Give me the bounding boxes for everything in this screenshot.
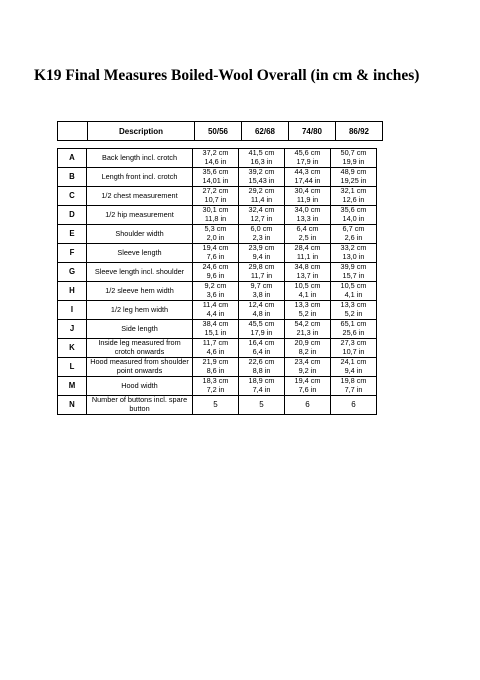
- measure-cell: [331, 282, 377, 301]
- value-inches: 15,1 in: [204, 328, 227, 337]
- page-title: K19 Final Measures Boiled-Wool Overall (in cm & inches): [34, 67, 420, 84]
- value-primary: 27,2 cm: [202, 186, 229, 196]
- value-primary: 39,9 cm: [340, 262, 367, 272]
- value-primary: 54,2 cm: [294, 319, 321, 329]
- value-inches: 19,9 in: [342, 157, 365, 166]
- measure-cell: [331, 377, 377, 396]
- measure-cell: [193, 282, 239, 301]
- table-row: [58, 263, 377, 282]
- row-description: Shoulder width: [87, 225, 193, 244]
- measure-cell: [285, 244, 331, 263]
- value-inches: 17,9 in: [250, 328, 273, 337]
- measure-cell: [285, 149, 331, 168]
- measure-cell: [331, 149, 377, 168]
- value-inches: 4,8 in: [252, 309, 271, 318]
- row-description: 1/2 leg hem width: [87, 301, 193, 320]
- measure-cell: [193, 263, 239, 282]
- value-primary: 48,9 cm: [340, 167, 367, 177]
- value-primary: 20,9 cm: [294, 338, 321, 348]
- value-primary: 11,7 cm: [202, 338, 229, 348]
- row-letter: E: [58, 225, 87, 244]
- measure-cell: [193, 168, 239, 187]
- value-inches: 4,1 in: [298, 290, 317, 299]
- header-description: Description: [88, 122, 195, 141]
- measure-cell: [239, 396, 285, 415]
- value-inches: 11,7 in: [250, 271, 273, 280]
- value-primary: 19,8 cm: [340, 376, 367, 386]
- measure-cell: [239, 358, 285, 377]
- measure-cell: [239, 206, 285, 225]
- value-inches: 4,4 in: [206, 309, 225, 318]
- value-inches: 11,1 in: [296, 252, 319, 261]
- measure-cell: [239, 320, 285, 339]
- value-primary: 10,5 cm: [294, 281, 321, 291]
- measure-cell: [331, 206, 377, 225]
- value-primary: 6,0 cm: [250, 224, 273, 234]
- value-inches: 9,4 in: [344, 366, 363, 375]
- measure-cell: [239, 187, 285, 206]
- value-primary: 5,3 cm: [204, 224, 227, 234]
- row-description: 1/2 sleeve hem width: [87, 282, 193, 301]
- value-inches: 14,6 in: [204, 157, 227, 166]
- row-letter: H: [58, 282, 87, 301]
- header-letter-cell: [58, 122, 88, 141]
- measure-cell: [239, 244, 285, 263]
- value-inches: 7,7 in: [344, 385, 363, 394]
- value-inches: 8,6 in: [206, 366, 225, 375]
- value-inches: 2,3 in: [252, 233, 271, 242]
- value-primary: 50,7 cm: [340, 148, 367, 158]
- value-inches: 8,2 in: [298, 347, 317, 356]
- row-letter: C: [58, 187, 87, 206]
- value-primary: 32,4 cm: [248, 205, 275, 215]
- measure-cell: [285, 225, 331, 244]
- measure-cell: [285, 263, 331, 282]
- table-row: [58, 206, 377, 225]
- measure-cell: [331, 263, 377, 282]
- value-inches: 10,7 in: [342, 347, 365, 356]
- value-primary: 27,3 cm: [340, 338, 367, 348]
- row-description: Length front incl. crotch: [87, 168, 193, 187]
- measure-cell: [193, 358, 239, 377]
- header-size-1: 50/56: [195, 122, 242, 141]
- measure-cell: [331, 320, 377, 339]
- value-primary: 29,2 cm: [248, 186, 275, 196]
- value-primary: 37,2 cm: [202, 148, 229, 158]
- measure-cell: [193, 301, 239, 320]
- value-inches: 7,2 in: [206, 385, 225, 394]
- value-inches: 3,8 in: [252, 290, 271, 299]
- measure-cell: [239, 377, 285, 396]
- row-description: Inside leg measured from crotch onwards: [87, 339, 193, 358]
- value-inches: 14,0 in: [342, 214, 365, 223]
- value-inches: 13,7 in: [296, 271, 319, 280]
- value-inches: 4,6 in: [206, 347, 225, 356]
- value-inches: 2,6 in: [344, 233, 363, 242]
- value-primary: 39,2 cm: [248, 167, 275, 177]
- table-row: [58, 225, 377, 244]
- measure-cell: [285, 358, 331, 377]
- value-inches: 7,6 in: [206, 252, 225, 261]
- measure-cell: [239, 168, 285, 187]
- value-primary: 38,4 cm: [202, 319, 229, 329]
- row-description: 1/2 chest measurement: [87, 187, 193, 206]
- value-inches: 6,4 in: [252, 347, 271, 356]
- row-description: Side length: [87, 320, 193, 339]
- measure-cell: [193, 225, 239, 244]
- value-primary: 28,4 cm: [294, 243, 321, 253]
- value-inches: 13,3 in: [296, 214, 319, 223]
- measures-table: [57, 148, 377, 415]
- value-primary: 24,1 cm: [340, 357, 367, 367]
- measure-cell: [193, 320, 239, 339]
- value-primary: 32,1 cm: [340, 186, 367, 196]
- header-size-2: 62/68: [242, 122, 289, 141]
- value-primary: 33,2 cm: [340, 243, 367, 253]
- value-inches: 5,2 in: [298, 309, 317, 318]
- value-primary: 16,4 cm: [248, 338, 275, 348]
- table-row: [58, 396, 377, 415]
- measure-cell: [239, 149, 285, 168]
- value-primary: 65,1 cm: [340, 319, 367, 329]
- row-letter: M: [58, 377, 87, 396]
- value-primary: 35,6 cm: [340, 205, 367, 215]
- measure-cell: [193, 396, 239, 415]
- value-primary: 44,3 cm: [294, 167, 321, 177]
- value-primary: 41,5 cm: [248, 148, 275, 158]
- value-inches: 2,0 in: [206, 233, 225, 242]
- measure-cell: [285, 320, 331, 339]
- row-letter: J: [58, 320, 87, 339]
- measure-cell: [331, 244, 377, 263]
- value-primary: 18,3 cm: [202, 376, 229, 386]
- measure-cell: [239, 282, 285, 301]
- table-row: [58, 149, 377, 168]
- value-primary: 6,4 cm: [296, 224, 319, 234]
- value-inches: 21,3 in: [296, 328, 319, 337]
- value-inches: 2,5 in: [298, 233, 317, 242]
- row-description: Sleeve length: [87, 244, 193, 263]
- measure-cell: [239, 225, 285, 244]
- measure-cell: [331, 339, 377, 358]
- measure-cell: [193, 206, 239, 225]
- value-primary: 5: [259, 399, 264, 409]
- value-primary: 6: [351, 399, 356, 409]
- row-letter: I: [58, 301, 87, 320]
- header-table: [57, 121, 383, 141]
- value-primary: 24,6 cm: [202, 262, 229, 272]
- value-primary: 13,3 cm: [340, 300, 367, 310]
- value-inches: 4,1 in: [344, 290, 363, 299]
- value-primary: 11,4 cm: [202, 300, 229, 310]
- table-row: [58, 187, 377, 206]
- table-row: [58, 320, 377, 339]
- table-row: [58, 244, 377, 263]
- value-inches: 17,9 in: [296, 157, 319, 166]
- value-primary: 23,9 cm: [248, 243, 275, 253]
- value-inches: 16,3 in: [250, 157, 273, 166]
- row-description: Hood measured from shoulder point onwards: [87, 358, 193, 377]
- value-primary: 9,7 cm: [250, 281, 273, 291]
- row-letter: F: [58, 244, 87, 263]
- value-inches: 10,7 in: [204, 195, 227, 204]
- row-letter: K: [58, 339, 87, 358]
- row-description: 1/2 hip measurement: [87, 206, 193, 225]
- value-primary: 21,9 cm: [202, 357, 229, 367]
- value-inches: 9,6 in: [206, 271, 225, 280]
- value-primary: 19,4 cm: [202, 243, 229, 253]
- row-description: Back length incl. crotch: [87, 149, 193, 168]
- measure-cell: [239, 339, 285, 358]
- header-size-4: 86/92: [336, 122, 383, 141]
- row-letter: G: [58, 263, 87, 282]
- measure-cell: [193, 149, 239, 168]
- measure-cell: [331, 187, 377, 206]
- value-primary: 9,2 cm: [204, 281, 227, 291]
- measure-cell: [285, 396, 331, 415]
- value-inches: 19,25 in: [340, 176, 367, 185]
- value-primary: 6: [305, 399, 310, 409]
- table-row: [58, 358, 377, 377]
- row-description: Hood width: [87, 377, 193, 396]
- value-primary: 30,4 cm: [294, 186, 321, 196]
- value-inches: 9,2 in: [298, 366, 317, 375]
- value-primary: 18,9 cm: [248, 376, 275, 386]
- value-inches: 12,6 in: [342, 195, 365, 204]
- value-primary: 30,1 cm: [202, 205, 229, 215]
- value-primary: 19,4 cm: [294, 376, 321, 386]
- header-size-3: 74/80: [289, 122, 336, 141]
- measure-cell: [285, 282, 331, 301]
- value-primary: 6,7 cm: [342, 224, 365, 234]
- value-primary: 22,6 cm: [248, 357, 275, 367]
- value-primary: 5: [213, 399, 218, 409]
- value-primary: 12,4 cm: [248, 300, 275, 310]
- value-inches: 14,01 in: [202, 176, 229, 185]
- measure-cell: [331, 358, 377, 377]
- measure-cell: [331, 168, 377, 187]
- value-inches: 15,7 in: [342, 271, 365, 280]
- value-inches: 5,2 in: [344, 309, 363, 318]
- value-inches: 25,6 in: [342, 328, 365, 337]
- value-inches: 11,4 in: [250, 195, 273, 204]
- value-inches: 11,9 in: [296, 195, 319, 204]
- value-inches: 17,44 in: [294, 176, 321, 185]
- value-inches: 11,8 in: [204, 214, 227, 223]
- value-primary: 23,4 cm: [294, 357, 321, 367]
- table-row: [58, 168, 377, 187]
- value-inches: 3,6 in: [206, 290, 225, 299]
- row-description: Number of buttons incl. spare button: [87, 396, 193, 415]
- value-inches: 8,8 in: [252, 366, 271, 375]
- measure-cell: [193, 244, 239, 263]
- table-row: [58, 301, 377, 320]
- measure-cell: [239, 263, 285, 282]
- measure-cell: [285, 168, 331, 187]
- table-row: [58, 377, 377, 396]
- table-row: [58, 339, 377, 358]
- measure-cell: [285, 187, 331, 206]
- value-primary: 29,8 cm: [248, 262, 275, 272]
- table-row: [58, 282, 377, 301]
- value-inches: 12,7 in: [250, 214, 273, 223]
- row-letter: D: [58, 206, 87, 225]
- measure-cell: [193, 377, 239, 396]
- measure-cell: [239, 301, 285, 320]
- value-inches: 7,4 in: [252, 385, 271, 394]
- value-primary: 34,0 cm: [294, 205, 321, 215]
- value-primary: 35,6 cm: [202, 167, 229, 177]
- row-letter: B: [58, 168, 87, 187]
- measure-cell: [331, 396, 377, 415]
- measure-cell: [285, 377, 331, 396]
- measure-cell: [331, 301, 377, 320]
- row-letter: L: [58, 358, 87, 377]
- value-inches: 9,4 in: [252, 252, 271, 261]
- header-row: [58, 122, 383, 141]
- row-letter: A: [58, 149, 87, 168]
- row-letter: N: [58, 396, 87, 415]
- row-description: Sleeve length incl. shoulder: [87, 263, 193, 282]
- measure-cell: [285, 339, 331, 358]
- measure-cell: [285, 301, 331, 320]
- value-inches: 13,0 in: [342, 252, 365, 261]
- value-primary: 34,8 cm: [294, 262, 321, 272]
- measure-cell: [331, 225, 377, 244]
- measure-cell: [285, 206, 331, 225]
- value-primary: 13,3 cm: [294, 300, 321, 310]
- value-inches: 15,43 in: [248, 176, 275, 185]
- value-inches: 7,6 in: [298, 385, 317, 394]
- measure-cell: [193, 339, 239, 358]
- value-primary: 45,6 cm: [294, 148, 321, 158]
- measure-cell: [193, 187, 239, 206]
- value-primary: 10,5 cm: [340, 281, 367, 291]
- value-primary: 45,5 cm: [248, 319, 275, 329]
